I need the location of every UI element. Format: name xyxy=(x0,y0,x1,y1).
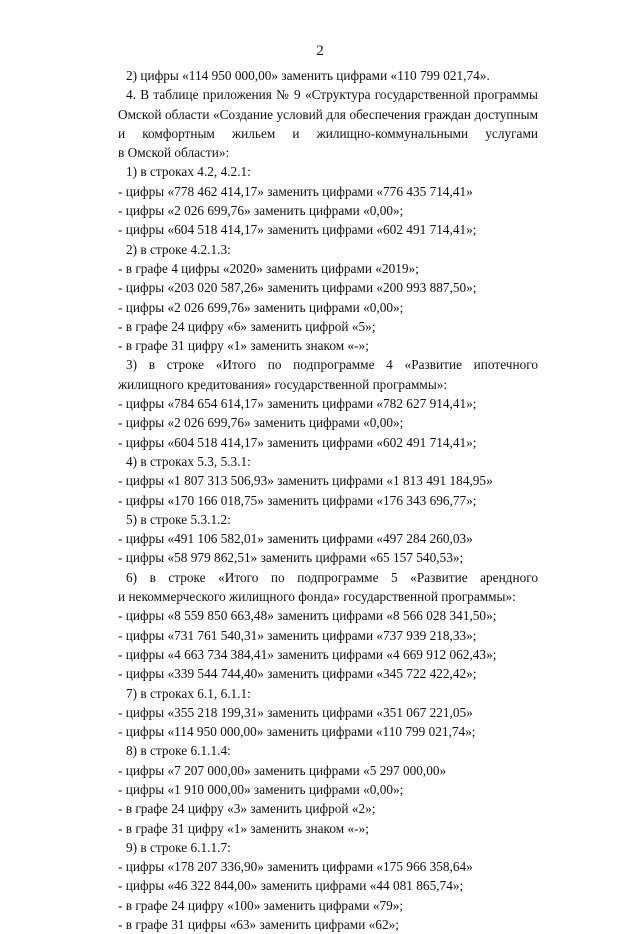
text-line: 5) в строке 5.3.1.2: xyxy=(126,511,231,527)
text-line: в Омской области»: xyxy=(118,145,230,161)
text-line: - в графе 24 цифру «3» заменить цифрой «2»; xyxy=(118,801,376,817)
text-line: - цифры «604 518 414,17» заменить цифрами «602 491 714,41»; xyxy=(118,434,477,450)
text-line: - цифры «604 518 414,17» заменить цифрами «602 491 714,41»; xyxy=(118,222,477,238)
text-line: 2) в строке 4.2.1.3: xyxy=(126,241,231,257)
text-line: - цифры «2 026 699,76» заменить цифрами «0,00»; xyxy=(118,415,404,431)
text-line: 4. В таблице приложения № 9 «Структура государственной программы xyxy=(126,87,538,103)
text-line: - цифры «7 207 000,00» заменить цифрами «5 297 000,00» xyxy=(118,762,447,778)
page-number: 2 xyxy=(316,43,324,59)
text-line: - цифры «4 663 734 384,41» заменить цифрами «4 669 912 062,43»; xyxy=(118,646,497,662)
text-line: жилищного кредитования» государственной программы»: xyxy=(118,376,448,392)
text-line: и некоммерческого жилищного фонда» государственной программы»: xyxy=(118,589,516,605)
text-line: - цифры «778 462 414,17» заменить цифрами «776 435 714,41» xyxy=(118,183,473,199)
text-line: - в графе 31 цифру «1» заменить знаком «-»; xyxy=(118,820,369,836)
text-line: 1) в строках 4.2, 4.2.1: xyxy=(126,164,251,180)
text-line: - цифры «355 218 199,31» заменить цифрами «351 067 221,05» xyxy=(118,704,473,720)
document-body xyxy=(118,66,538,934)
text-line: - в графе 4 цифры «2020» заменить цифрами «2019»; xyxy=(118,260,419,276)
text-line: - цифры «170 166 018,75» заменить цифрами «176 343 696,77»; xyxy=(118,492,477,508)
text-line: 2) цифры «114 950 000,00» заменить цифрами «110 799 021,74». xyxy=(126,68,490,83)
text-line: - в графе 24 цифру «100» заменить цифрами «79»; xyxy=(118,897,404,913)
text-line: - цифры «114 950 000,00» заменить цифрами «110 799 021,74»; xyxy=(118,724,476,740)
text-line: и комфортным жильем и жилищно-коммунальными услугами xyxy=(118,125,538,141)
text-line: - цифры «491 106 582,01» заменить цифрами «497 284 260,03» xyxy=(118,531,473,547)
text-line: - в графе 31 цифру «1» заменить знаком «-»; xyxy=(118,338,369,354)
text-line: - цифры «784 654 614,17» заменить цифрами «782 627 914,41»; xyxy=(118,396,477,412)
text-line: 7) в строках 6.1, 6.1.1: xyxy=(126,685,251,701)
text-line: 9) в строке 6.1.1.7: xyxy=(126,839,231,855)
text-line: - цифры «58 979 862,51» заменить цифрами «65 157 540,53»; xyxy=(118,550,464,566)
text-line: Омской области «Создание условий для обеспечения граждан доступным xyxy=(118,106,538,122)
text-line: - цифры «1 807 313 506,93» заменить цифрами «1 813 491 184,95» xyxy=(118,473,493,489)
text-line: - цифры «339 544 744,40» заменить цифрами «345 722 422,42»; xyxy=(118,666,477,682)
text-line: - цифры «178 207 336,90» заменить цифрами «175 966 358,64» xyxy=(118,859,473,875)
text-line: - в графе 31 цифры «63» заменить цифрами «62»; xyxy=(118,917,399,933)
text-line: - цифры «2 026 699,76» заменить цифрами «0,00»; xyxy=(118,203,404,219)
text-line: 8) в строке 6.1.1.4: xyxy=(126,743,231,759)
text-line: 3) в строке «Итого по подпрограмме 4 «Развитие ипотечного xyxy=(126,357,538,373)
text-line: - цифры «2 026 699,76» заменить цифрами «0,00»; xyxy=(118,299,404,315)
text-line: - цифры «203 020 587,26» заменить цифрами «200 993 887,50»; xyxy=(118,280,477,296)
text-line: - цифры «731 761 540,31» заменить цифрами «737 939 218,33»; xyxy=(118,627,477,643)
text-line: 4) в строках 5.3, 5.3.1: xyxy=(126,453,251,469)
text-line: - цифры «1 910 000,00» заменить цифрами «0,00»; xyxy=(118,781,404,797)
text-line: 6) в строке «Итого по подпрограмме 5 «Развитие арендного xyxy=(126,569,538,585)
text-line: - в графе 24 цифру «6» заменить цифрой «5»; xyxy=(118,318,376,334)
text-line: - цифры «46 322 844,00» заменить цифрами «44 081 865,74»; xyxy=(118,878,464,894)
text-line: - цифры «8 559 850 663,48» заменить цифрами «8 566 028 341,50»; xyxy=(118,608,497,624)
